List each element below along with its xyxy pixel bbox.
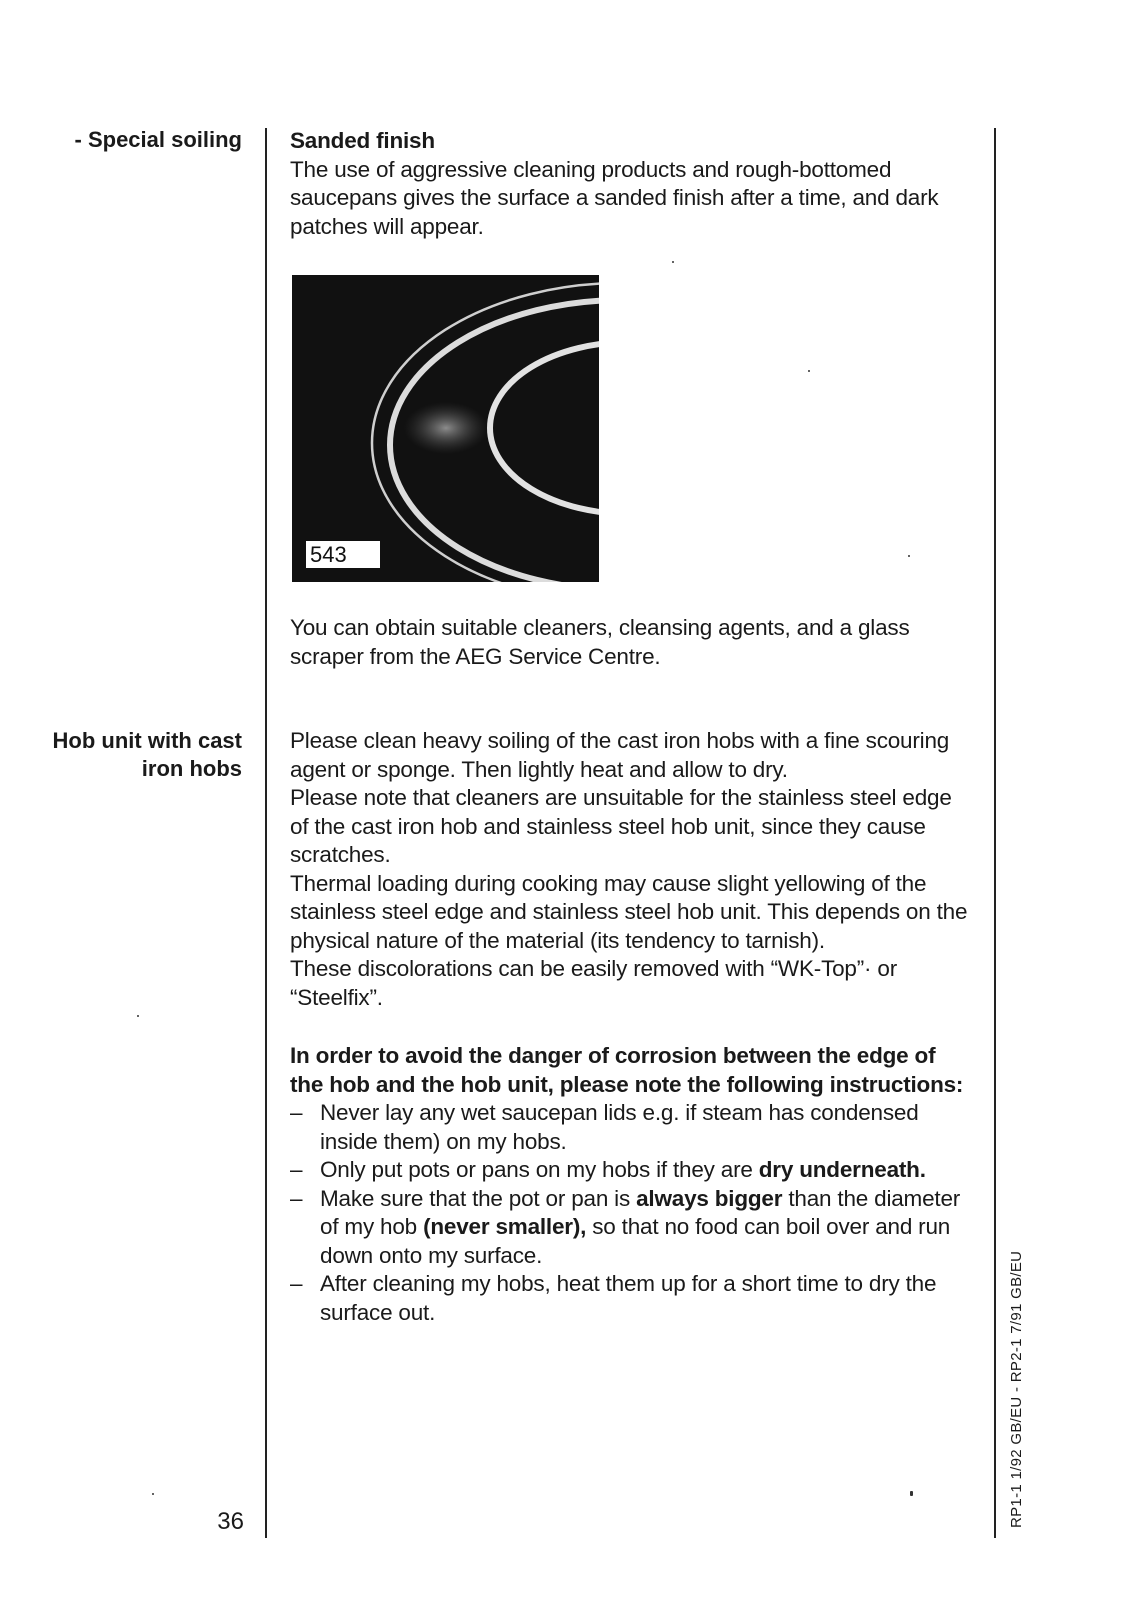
scan-speck xyxy=(672,261,674,263)
item-text: After cleaning my hobs, heat them up for a short time to dry the surface out. xyxy=(320,1271,937,1325)
hob-unit-section xyxy=(290,727,970,1012)
list-item xyxy=(290,1185,970,1271)
sanded-finish-text: The use of aggressive cleaning products and rough-bottomed saucepans gives the surface a sanded finish after a time, and dark patches will appear. xyxy=(290,156,939,239)
side-heading-special-soiling: - Special soiling xyxy=(74,127,242,152)
scan-speck xyxy=(137,1015,139,1017)
item-emphasis: dry underneath. xyxy=(758,1157,926,1182)
item-text: Make sure that the pot or pan is xyxy=(320,1185,637,1211)
scan-speck xyxy=(910,1491,913,1496)
item-text: Never lay any wet saucepan lids e.g. if steam has condensed inside them) on my hobs. xyxy=(320,1100,919,1154)
hob-paragraph: Thermal loading during cooking may cause slight yellowing of the stainless steel edge and stainless steel hob unit. This depends on the physical nature of the material (its tendency to tarnish). xyxy=(290,870,968,953)
hob-paragraph: Please note that cleaners are unsuitable for the stainless steel edge of the cast iron hob and stainless steel hob unit, since they cause scratches. xyxy=(290,785,952,867)
corrosion-section xyxy=(290,1042,970,1327)
scan-speck xyxy=(808,370,810,372)
page-number: 36 xyxy=(217,1508,244,1535)
corrosion-heading: In order to avoid the danger of corrosion between the edge of the hob and the hob unit, please note the following instructions: xyxy=(290,1043,964,1097)
left-column-rule xyxy=(265,128,267,1538)
right-margin-rule xyxy=(994,128,996,1538)
hob-photo-figure xyxy=(292,275,599,582)
inner-ring xyxy=(490,342,599,514)
instruction-list xyxy=(290,1099,970,1327)
scan-speck xyxy=(908,555,910,557)
cleaners-paragraph: You can obtain suitable cleaners, cleansing agents, and a glass scraper from the AEG Service Centre. xyxy=(290,615,910,669)
hob-rings-illustration xyxy=(292,275,599,582)
item-text: so that no food can boil over and run down onto my surface. xyxy=(320,1214,951,1268)
list-item xyxy=(290,1156,970,1185)
list-item xyxy=(290,1270,970,1327)
item-text: Only put pots or pans on my hobs if they are xyxy=(320,1157,759,1182)
scan-speck xyxy=(152,1493,154,1495)
figure-label: 543 xyxy=(306,541,380,568)
item-emphasis: always bigger xyxy=(636,1185,783,1211)
sanded-finish-title: Sanded finish xyxy=(290,128,435,153)
sanded-finish-section xyxy=(290,127,970,241)
sanded-patch xyxy=(404,402,488,454)
side-heading-hob-unit: Hob unit with cast iron hobs xyxy=(52,728,242,781)
document-code: RP1-1 1/92 GB/EU - RP2-1 7/91 GB/EU xyxy=(1008,1250,1025,1528)
hob-paragraph: These discolorations can be easily removed with “WK-Top”· or “Steelfix”. xyxy=(290,956,897,1010)
item-text: than the diameter of my hob xyxy=(320,1185,961,1239)
list-item xyxy=(290,1099,970,1156)
item-emphasis: (never smaller), xyxy=(423,1214,587,1239)
hob-paragraph: Please clean heavy soiling of the cast iron hobs with a fine scouring agent or sponge. Then lightly heat and allow to dry. xyxy=(290,728,950,782)
